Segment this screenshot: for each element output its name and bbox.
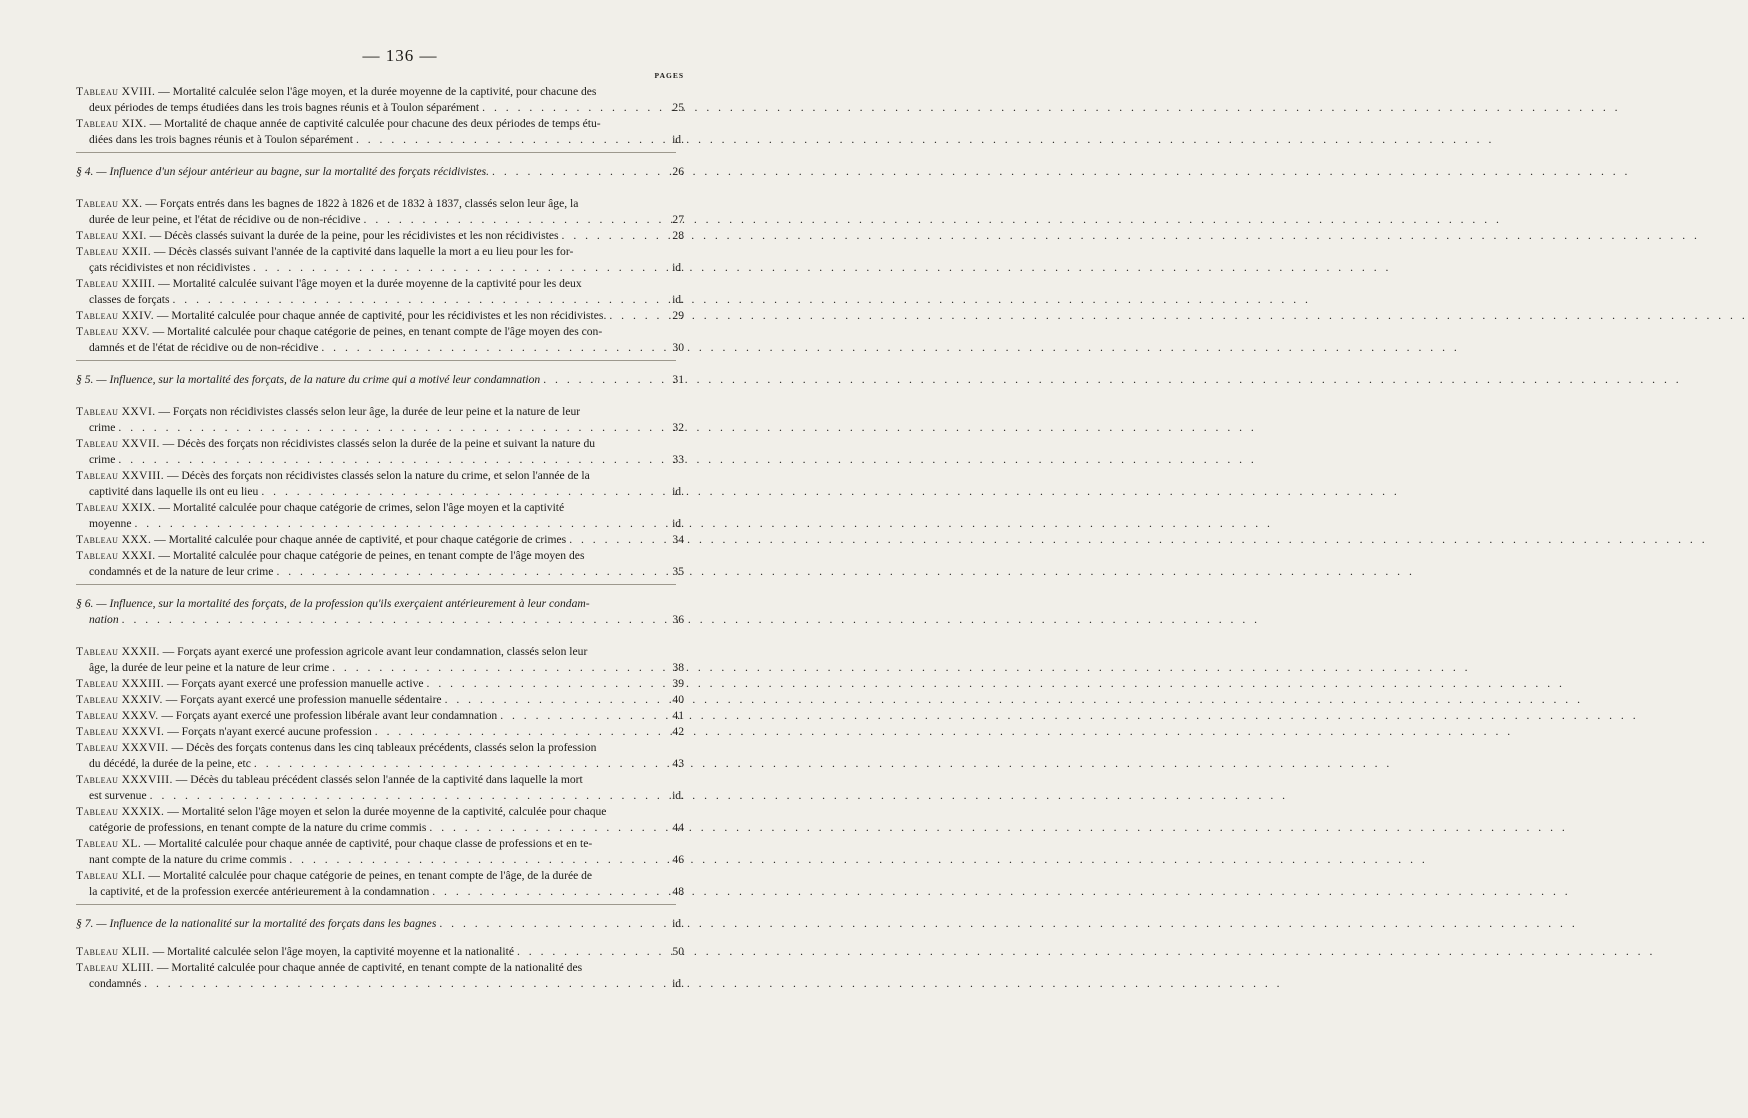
entry-text (76, 708, 497, 724)
section-heading-line (76, 612, 684, 628)
entry-text (76, 116, 666, 132)
dot-leader (122, 612, 663, 628)
page-reference: 28 (672, 229, 684, 242)
toc-entry-line (76, 820, 684, 836)
table-label: Tableau XXXVIII. (76, 773, 173, 786)
page-reference: 29 (672, 309, 684, 322)
toc-entry-line (76, 500, 684, 516)
section-divider (76, 584, 676, 585)
toc-entry-line (76, 804, 684, 820)
dot-leader (253, 260, 663, 276)
page-reference: 41 (672, 709, 684, 722)
dot-leader (609, 308, 663, 324)
entry-description: § 7. — Influence de la nationalité sur la mortalité des forçats dans les bagnes (76, 917, 437, 930)
dot-leader (144, 976, 663, 992)
entry-text (89, 292, 169, 308)
entry-text (76, 916, 436, 932)
entry-description: — Forçats ayant exercé une profession libérale avant leur condamnation (161, 709, 498, 722)
toc-entry-line (76, 676, 684, 692)
table-label: Tableau XXI. (76, 229, 147, 242)
spacer (76, 180, 684, 196)
entry-text (76, 804, 666, 820)
entry-description: — Forçats n'ayant exercé aucune profession (167, 725, 372, 738)
entry-text (89, 484, 258, 500)
table-label: Tableau XXVII. (76, 437, 160, 450)
toc-entry-line (76, 708, 684, 724)
entry-text (89, 852, 286, 868)
table-label: Tableau XXXI. (76, 549, 156, 562)
entry-description: — Forçats ayant exercé une profession manuelle active (166, 677, 424, 690)
entry-text (76, 308, 606, 324)
entry-description: classes de forçats (89, 293, 170, 306)
entry-text (76, 740, 666, 756)
page-reference: 36 (672, 613, 684, 626)
entry-description: — Mortalité calculée pour chaque catégorie de peines, en tenant compte de l'âge, de la durée de (148, 869, 593, 882)
entry-text (76, 404, 666, 420)
page-reference: 38 (672, 661, 684, 674)
entry-text (76, 596, 666, 612)
spacer (76, 628, 684, 644)
section-heading-line (76, 596, 684, 612)
entry-text (89, 452, 115, 468)
section-divider (76, 360, 676, 361)
dot-leader (172, 292, 663, 308)
page-reference: id. (672, 917, 684, 930)
toc-entry-line (76, 244, 684, 260)
table-label: Tableau XXXVI. (76, 725, 165, 738)
page-reference: id. (672, 517, 684, 530)
entry-text (76, 532, 566, 548)
page-reference: 26 (672, 165, 684, 178)
table-label: Tableau XXVIII. (76, 469, 165, 482)
table-label: Tableau XXIV. (76, 309, 155, 322)
entry-text (76, 436, 666, 452)
page-reference: 35 (672, 565, 684, 578)
page-reference: 50 (672, 945, 684, 958)
entry-description: — Décès du tableau précédent classés selon l'année de la captivité dans laquelle la mort (175, 773, 583, 786)
table-label: Tableau XXXV. (76, 709, 159, 722)
entry-text (89, 516, 132, 532)
entry-text (76, 960, 666, 976)
toc-entry-line (76, 116, 684, 132)
entry-description: — Décès des forçats non récidivistes classés selon la nature du crime, et selon l'année de la (166, 469, 590, 482)
entry-description: durée de leur peine, et l'état de récidive ou de non-récidive (89, 213, 361, 226)
table-label: Tableau XXXIV. (76, 693, 163, 706)
pages-column-header: PAGES (654, 71, 684, 80)
toc-entry-line (76, 692, 684, 708)
entry-text (76, 228, 559, 244)
dot-leader (364, 212, 663, 228)
entry-description: — Mortalité calculée suivant l'âge moyen et la durée moyenne de la captivité pour les deux (158, 277, 582, 290)
entry-text (89, 132, 353, 148)
toc-entry-line (76, 196, 684, 212)
entry-description: — Mortalité selon l'âge moyen et selon la durée moyenne de la captivité, calculée pour chaque (167, 805, 607, 818)
toc-entry-line (76, 292, 684, 308)
page-reference: id. (672, 293, 684, 306)
entry-text (76, 324, 666, 340)
dot-leader (445, 692, 663, 708)
table-label: Tableau XIX. (76, 117, 147, 130)
toc-entry-line (76, 660, 684, 676)
table-label: Tableau XXX. (76, 533, 152, 546)
entry-text (89, 260, 250, 276)
dot-leader (118, 452, 663, 468)
entry-description: — Mortalité calculée pour chaque catégorie de peines, en tenant compte de l'âge moyen des (158, 549, 585, 562)
entry-text (76, 944, 514, 960)
entry-description: est survenue (89, 789, 147, 802)
page-reference: 46 (672, 853, 684, 866)
dot-leader (321, 340, 663, 356)
entry-text (89, 564, 273, 580)
dot-leader (482, 100, 663, 116)
dot-leader (135, 516, 664, 532)
toc-entry-line (76, 976, 684, 992)
entry-description: nant compte de la nature du crime commis (89, 853, 287, 866)
dot-leader (517, 944, 663, 960)
toc-entry-line (76, 132, 684, 148)
entry-description: — Forçats ayant exercé une profession agricole avant leur condamnation, classés selon leur (162, 645, 588, 658)
page-reference: 40 (672, 693, 684, 706)
entry-description: moyenne (89, 517, 132, 530)
entry-description: — Mortalité calculée pour chaque année de captivité, pour les récidivistes et les non récidivistes. (156, 309, 607, 322)
entry-text (76, 836, 666, 852)
table-label: Tableau XLII. (76, 945, 150, 958)
dot-leader (543, 372, 663, 388)
page-reference: 31 (672, 373, 684, 386)
entry-text (89, 340, 318, 356)
toc-entry-line (76, 420, 684, 436)
table-label: Tableau XLIII. (76, 961, 154, 974)
entry-description: — Décès des forçats non récidivistes classés selon la durée de la peine et suivant la nature du (162, 437, 596, 450)
page-reference: 30 (672, 341, 684, 354)
table-label: Tableau XXV. (76, 325, 150, 338)
toc-entry-line (76, 212, 684, 228)
toc-entry-line (76, 100, 684, 116)
dot-leader (276, 564, 663, 580)
table-label: Tableau XXII. (76, 245, 151, 258)
dot-leader (427, 676, 663, 692)
entry-text (76, 676, 424, 692)
entry-text (89, 660, 329, 676)
dot-leader (289, 852, 663, 868)
dot-leader (150, 788, 663, 804)
entry-description: captivité dans laquelle ils ont eu lieu (89, 485, 259, 498)
table-label: Tableau XLI. (76, 869, 146, 882)
entry-description: — Mortalité calculée pour chaque catégorie de crimes, selon l'âge moyen et la captivité (158, 501, 565, 514)
toc-entry-line (76, 724, 684, 740)
toc-entry-line (76, 404, 684, 420)
entry-text (76, 372, 540, 388)
entry-description: § 4. — Influence d'un séjour antérieur au bagne, sur la mortalité des forçats récidivistes. (76, 165, 490, 178)
entry-description: âge, la durée de leur peine et la nature de leur crime (89, 661, 330, 674)
entry-description: crime (89, 421, 116, 434)
dot-leader (492, 164, 663, 180)
page-number: — 136 — (362, 46, 438, 65)
dot-leader (375, 724, 663, 740)
entry-description: § 5. — Influence, sur la mortalité des forçats, de la nature du crime qui a motivé leur condamnation (76, 373, 541, 386)
entry-description: — Mortalité calculée pour chaque année de captivité, en tenant compte de la nationalité des (156, 961, 583, 974)
entry-description: catégorie de professions, en tenant compte de la nature du crime commis (89, 821, 427, 834)
toc-entry-line (76, 340, 684, 356)
entry-description: diées dans les trois bagnes réunis et à Toulon séparément (89, 133, 353, 146)
toc-entry-line (76, 960, 684, 976)
toc-entry-line (76, 868, 684, 884)
toc-entry-line (76, 436, 684, 452)
toc-entry-line (76, 836, 684, 852)
dot-leader (569, 532, 663, 548)
toc-entry-line (76, 644, 684, 660)
entry-text (76, 468, 666, 484)
page-reference: 39 (672, 677, 684, 690)
entry-description: çats récidivistes et non récidivistes (89, 261, 250, 274)
entry-description: — Mortalité de chaque année de captivité calculée pour chacune des deux périodes de temps étu- (149, 117, 601, 130)
entry-description: § 6. — Influence, sur la mortalité des forçats, de la profession qu'ils exerçaient antérieurement à leur condam- (76, 597, 590, 610)
entry-description: — Forçats non récidivistes classés selon leur âge, la durée de leur peine et la nature de leur (158, 405, 581, 418)
entry-description: la captivité, et de la profession exercée antérieurement à la condamnation (89, 885, 430, 898)
toc-entry-line (76, 884, 684, 900)
toc-entry-line (76, 756, 684, 772)
table-of-contents (76, 84, 684, 992)
entry-description: — Décès classés suivant l'année de la captivité dans laquelle la mort a eu lieu pour les for- (153, 245, 574, 258)
entry-description: du décédé, la durée de la peine, etc (89, 757, 251, 770)
entry-text (76, 772, 666, 788)
page-reference: 32 (672, 421, 684, 434)
table-label: Tableau XXXIX. (76, 805, 165, 818)
table-label: Tableau XXXIII. (76, 677, 165, 690)
page-reference: 44 (672, 821, 684, 834)
dot-leader (432, 884, 663, 900)
entry-description: damnés et de l'état de récidive ou de non-récidive (89, 341, 319, 354)
entry-text (76, 868, 666, 884)
entry-description: — Décès des forçats contenus dans les cinq tableaux précédents, classés selon la profession (171, 741, 597, 754)
section-heading-line (76, 164, 684, 180)
toc-entry-line (76, 548, 684, 564)
entry-text (76, 164, 489, 180)
toc-entry-line (76, 564, 684, 580)
entry-description: deux périodes de temps étudiées dans les trois bagnes réunis et à Toulon séparément (89, 101, 480, 114)
dot-leader (356, 132, 663, 148)
table-label: Tableau XXXII. (76, 645, 160, 658)
entry-text (76, 644, 666, 660)
page-reference: id. (672, 133, 684, 146)
entry-text (89, 420, 115, 436)
section-heading-line (76, 916, 684, 932)
entry-description: — Mortalité calculée selon l'âge moyen, la captivité moyenne et la nationalité (152, 945, 514, 958)
table-label: Tableau XXIII. (76, 277, 156, 290)
entry-text (76, 724, 372, 740)
entry-text (76, 244, 666, 260)
table-label: Tableau XL. (76, 837, 142, 850)
toc-entry-line (76, 772, 684, 788)
toc-entry-line (76, 228, 684, 244)
entry-description: crime (89, 453, 116, 466)
dot-leader (429, 820, 663, 836)
toc-entry-line (76, 324, 684, 340)
dot-leader (500, 708, 663, 724)
dot-leader (439, 916, 663, 932)
entry-description: condamnés (89, 977, 142, 990)
entry-text (89, 212, 361, 228)
dot-leader (261, 484, 663, 500)
toc-entry-line (76, 276, 684, 292)
page-reference: id. (672, 789, 684, 802)
toc-entry-line (76, 260, 684, 276)
toc-entry-line (76, 84, 684, 100)
section-divider (76, 904, 676, 905)
page-reference: 27 (672, 213, 684, 226)
entry-text (76, 548, 666, 564)
page-reference: 42 (672, 725, 684, 738)
toc-entry-line (76, 516, 684, 532)
section-heading-line (76, 372, 684, 388)
toc-entry-line (76, 468, 684, 484)
entry-text (76, 692, 442, 708)
entry-text (89, 612, 119, 628)
entry-description: — Forçats entrés dans les bagnes de 1822 à 1826 et de 1832 à 1837, classés selon leur âge, la (145, 197, 579, 210)
page-reference: id. (672, 485, 684, 498)
toc-entry-line (76, 740, 684, 756)
dot-leader (562, 228, 663, 244)
entry-description: condamnés et de la nature de leur crime (89, 565, 274, 578)
page-reference: 34 (672, 533, 684, 546)
dot-leader (332, 660, 663, 676)
dot-leader (254, 756, 663, 772)
entry-text (89, 756, 251, 772)
entry-text (89, 884, 429, 900)
toc-entry-line (76, 452, 684, 468)
page-reference: 25 (672, 101, 684, 114)
entry-description: — Forçats ayant exercé une profession manuelle sédentaire (165, 693, 442, 706)
toc-entry-line (76, 532, 684, 548)
entry-description: — Mortalité calculée selon l'âge moyen, et la durée moyenne de la captivité, pour chacune des (158, 85, 597, 98)
table-label: Tableau XXXVII. (76, 741, 169, 754)
entry-description: — Mortalité calculée pour chaque catégorie de peines, en tenant compte de l'âge moyen des con- (152, 325, 603, 338)
table-label: Tableau XXVI. (76, 405, 156, 418)
document-page (0, 0, 800, 1118)
entry-description: — Mortalité calculée pour chaque année de captivité, pour chaque classe de professions et en te- (144, 837, 593, 850)
entry-text (76, 196, 666, 212)
spacer (76, 388, 684, 404)
toc-entry-line (76, 852, 684, 868)
dot-leader (118, 420, 663, 436)
section-divider (76, 152, 676, 153)
entry-description: nation (89, 613, 119, 626)
entry-text (89, 100, 479, 116)
entry-text (89, 820, 426, 836)
entry-text (76, 276, 666, 292)
entry-description: — Mortalité calculée pour chaque année de captivité, et pour chaque catégorie de crimes (154, 533, 567, 546)
page-reference: 33 (672, 453, 684, 466)
page-reference: 43 (672, 757, 684, 770)
spacer (76, 932, 684, 944)
toc-entry-line (76, 308, 684, 324)
table-label: Tableau XX. (76, 197, 143, 210)
entry-text (76, 500, 666, 516)
entry-text (76, 84, 666, 100)
table-label: Tableau XXIX. (76, 501, 156, 514)
toc-entry-line (76, 944, 684, 960)
entry-text (89, 788, 147, 804)
entry-text (89, 976, 141, 992)
toc-entry-line (76, 484, 684, 500)
table-label: Tableau XVIII. (76, 85, 156, 98)
toc-entry-line (76, 788, 684, 804)
entry-description: — Décès classés suivant la durée de la peine, pour les récidivistes et les non récidivistes (149, 229, 559, 242)
page-reference: 48 (672, 885, 684, 898)
page-reference: id. (672, 261, 684, 274)
page-reference: id. (672, 977, 684, 990)
